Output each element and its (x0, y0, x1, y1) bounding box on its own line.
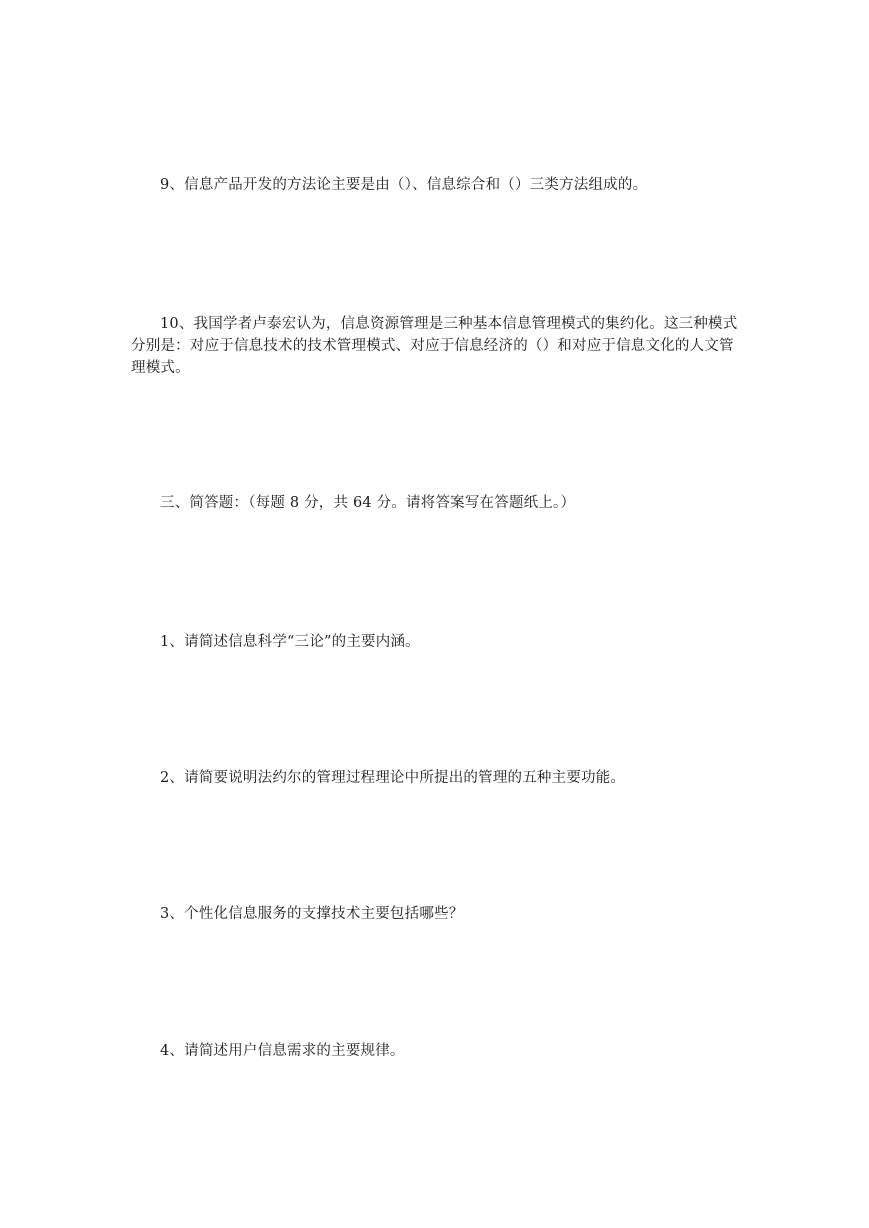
short-answer-question-1: 1、请简述信息科学“三论”的主要内涵。 (160, 634, 420, 650)
question-10: 10、我国学者卢泰宏认为，信息资源管理是三种基本信息管理模式的集约化。这三种模式分别是：对应于信息技术的技术管理模式、对应于信息经济的（）和对应于信息文化的人文管理模式。 (131, 316, 738, 376)
short-answer-question-4: 4、请简述用户信息需求的主要规律。 (160, 1043, 405, 1059)
question-9: 9、信息产品开发的方法论主要是由（）、信息综合和（）三类方法组成的。 (160, 177, 648, 193)
short-answer-question-2: 2、请简要说明法约尔的管理过程理论中所提出的管理的五种主要功能。 (160, 770, 626, 786)
section-three-heading: 三、简答题：（每题 8 分，共 64 分。请将答案写在答题纸上。） (160, 495, 576, 511)
short-answer-question-3: 3、个性化信息服务的支撑技术主要包括哪些？ (160, 906, 464, 922)
